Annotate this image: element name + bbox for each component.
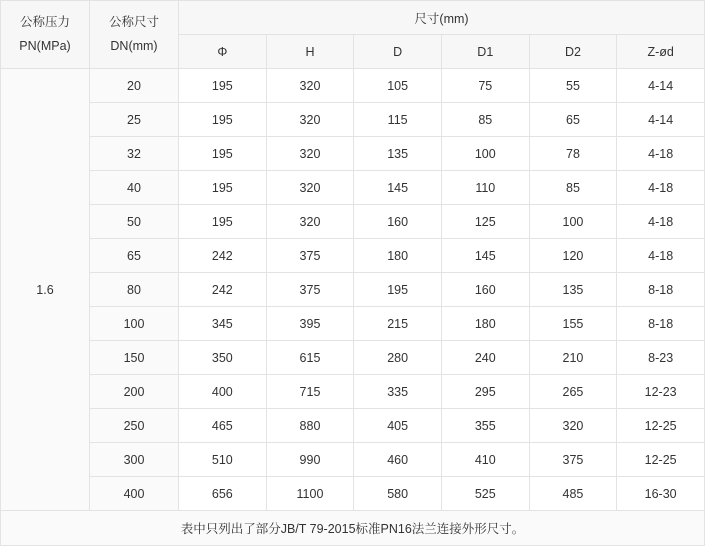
cell-phi: 345 bbox=[179, 307, 267, 341]
cell-d: 135 bbox=[354, 137, 442, 171]
cell-h: 990 bbox=[266, 443, 354, 477]
header-nominal-size-line1: 公称尺寸 bbox=[108, 14, 159, 29]
cell-d2: 320 bbox=[529, 409, 617, 443]
cell-d2: 120 bbox=[529, 239, 617, 273]
header-col-zod: Z-ød bbox=[617, 35, 705, 69]
cell-d1: 100 bbox=[441, 137, 529, 171]
cell-nominal-pressure-value: 1.6 bbox=[1, 69, 90, 511]
cell-d2: 55 bbox=[529, 69, 617, 103]
header-col-phi: Φ bbox=[179, 35, 267, 69]
cell-h: 320 bbox=[266, 171, 354, 205]
table-row bbox=[1, 477, 705, 511]
cell-phi: 242 bbox=[179, 273, 267, 307]
cell-d2: 100 bbox=[529, 205, 617, 239]
table-row bbox=[1, 103, 705, 137]
cell-h: 320 bbox=[266, 205, 354, 239]
header-row-top bbox=[1, 1, 705, 35]
table-row bbox=[1, 375, 705, 409]
header-nominal-pressure-line1: 公称压力 bbox=[19, 14, 70, 29]
cell-d: 145 bbox=[354, 171, 442, 205]
table-row bbox=[1, 137, 705, 171]
cell-zod: 4-14 bbox=[617, 103, 705, 137]
cell-d1: 525 bbox=[441, 477, 529, 511]
header-nominal-pressure-line2: PN(MPa) bbox=[19, 38, 71, 53]
cell-h: 615 bbox=[266, 341, 354, 375]
header-nominal-size-line2: DN(mm) bbox=[110, 38, 158, 53]
cell-h: 320 bbox=[266, 103, 354, 137]
cell-d: 195 bbox=[354, 273, 442, 307]
cell-d1: 145 bbox=[441, 239, 529, 273]
cell-zod: 8-23 bbox=[617, 341, 705, 375]
cell-zod: 4-18 bbox=[617, 171, 705, 205]
cell-zod: 16-30 bbox=[617, 477, 705, 511]
cell-d1: 75 bbox=[441, 69, 529, 103]
cell-d1: 355 bbox=[441, 409, 529, 443]
header-col-h: H bbox=[266, 35, 354, 69]
cell-h: 375 bbox=[266, 273, 354, 307]
cell-dn: 25 bbox=[90, 103, 179, 137]
cell-d2: 485 bbox=[529, 477, 617, 511]
cell-h: 1100 bbox=[266, 477, 354, 511]
cell-phi: 195 bbox=[179, 171, 267, 205]
cell-d2: 85 bbox=[529, 171, 617, 205]
cell-d1: 180 bbox=[441, 307, 529, 341]
cell-h: 395 bbox=[266, 307, 354, 341]
table-row bbox=[1, 307, 705, 341]
cell-zod: 8-18 bbox=[617, 307, 705, 341]
cell-phi: 510 bbox=[179, 443, 267, 477]
cell-phi: 465 bbox=[179, 409, 267, 443]
cell-d2: 265 bbox=[529, 375, 617, 409]
table-row bbox=[1, 239, 705, 273]
cell-d: 105 bbox=[354, 69, 442, 103]
table-row bbox=[1, 205, 705, 239]
cell-d: 180 bbox=[354, 239, 442, 273]
cell-dn: 65 bbox=[90, 239, 179, 273]
cell-dn: 300 bbox=[90, 443, 179, 477]
cell-d1: 85 bbox=[441, 103, 529, 137]
cell-d1: 125 bbox=[441, 205, 529, 239]
cell-d2: 65 bbox=[529, 103, 617, 137]
cell-d: 115 bbox=[354, 103, 442, 137]
cell-zod: 8-18 bbox=[617, 273, 705, 307]
cell-phi: 195 bbox=[179, 69, 267, 103]
header-col-d: D bbox=[354, 35, 442, 69]
cell-phi: 656 bbox=[179, 477, 267, 511]
table-body bbox=[1, 69, 705, 546]
cell-zod: 12-23 bbox=[617, 375, 705, 409]
cell-dn: 250 bbox=[90, 409, 179, 443]
cell-zod: 12-25 bbox=[617, 409, 705, 443]
cell-d1: 410 bbox=[441, 443, 529, 477]
cell-d2: 78 bbox=[529, 137, 617, 171]
cell-d1: 110 bbox=[441, 171, 529, 205]
cell-d: 405 bbox=[354, 409, 442, 443]
cell-dn: 80 bbox=[90, 273, 179, 307]
table-row bbox=[1, 409, 705, 443]
cell-zod: 4-18 bbox=[617, 205, 705, 239]
cell-phi: 195 bbox=[179, 103, 267, 137]
cell-dn: 400 bbox=[90, 477, 179, 511]
cell-h: 375 bbox=[266, 239, 354, 273]
table-row bbox=[1, 69, 705, 103]
header-col-d1: D1 bbox=[441, 35, 529, 69]
cell-h: 880 bbox=[266, 409, 354, 443]
table-note: 表中只列出了部分JB/T 79-2015标准PN16法兰连接外形尺寸。 bbox=[1, 511, 705, 546]
header-col-d2: D2 bbox=[529, 35, 617, 69]
cell-d: 160 bbox=[354, 205, 442, 239]
cell-h: 320 bbox=[266, 69, 354, 103]
cell-h: 715 bbox=[266, 375, 354, 409]
table-note-row bbox=[1, 511, 705, 546]
cell-d2: 135 bbox=[529, 273, 617, 307]
table-row bbox=[1, 341, 705, 375]
header-dimensions-group: 尺寸(mm) bbox=[179, 1, 705, 35]
cell-dn: 20 bbox=[90, 69, 179, 103]
cell-dn: 32 bbox=[90, 137, 179, 171]
table-header bbox=[1, 1, 705, 69]
cell-d2: 155 bbox=[529, 307, 617, 341]
cell-d1: 160 bbox=[441, 273, 529, 307]
cell-dn: 200 bbox=[90, 375, 179, 409]
cell-dn: 50 bbox=[90, 205, 179, 239]
cell-d: 460 bbox=[354, 443, 442, 477]
cell-dn: 100 bbox=[90, 307, 179, 341]
cell-h: 320 bbox=[266, 137, 354, 171]
table-row bbox=[1, 171, 705, 205]
cell-d: 335 bbox=[354, 375, 442, 409]
cell-d1: 240 bbox=[441, 341, 529, 375]
cell-zod: 4-18 bbox=[617, 137, 705, 171]
cell-phi: 350 bbox=[179, 341, 267, 375]
header-nominal-size bbox=[90, 1, 179, 69]
table-row bbox=[1, 273, 705, 307]
cell-d: 280 bbox=[354, 341, 442, 375]
cell-zod: 4-18 bbox=[617, 239, 705, 273]
cell-zod: 12-25 bbox=[617, 443, 705, 477]
cell-d2: 210 bbox=[529, 341, 617, 375]
cell-d2: 375 bbox=[529, 443, 617, 477]
cell-zod: 4-14 bbox=[617, 69, 705, 103]
cell-d: 580 bbox=[354, 477, 442, 511]
cell-d: 215 bbox=[354, 307, 442, 341]
cell-d1: 295 bbox=[441, 375, 529, 409]
table-row bbox=[1, 443, 705, 477]
cell-phi: 400 bbox=[179, 375, 267, 409]
cell-dn: 150 bbox=[90, 341, 179, 375]
cell-phi: 195 bbox=[179, 137, 267, 171]
cell-dn: 40 bbox=[90, 171, 179, 205]
cell-phi: 195 bbox=[179, 205, 267, 239]
cell-phi: 242 bbox=[179, 239, 267, 273]
header-nominal-pressure bbox=[1, 1, 90, 69]
